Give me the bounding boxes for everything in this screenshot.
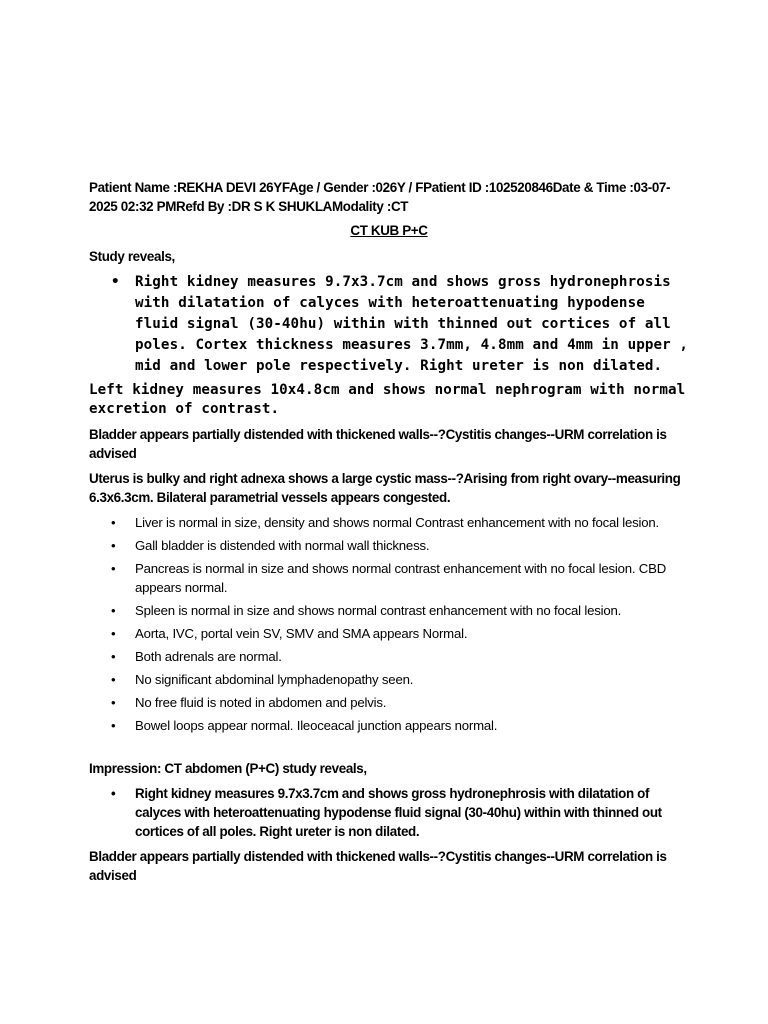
patient-header: Patient Name :REKHA DEVI 26YFAge / Gender :026Y / FPatient ID :102520846Date & Time :03-07-2025 02:32 PMRefd By :DR S K SHUKLAModality :CT: [89, 180, 671, 214]
list-item: [89, 559, 689, 597]
list-item: [89, 513, 689, 532]
finding-gall-bladder: Gall bladder is distended with normal wall thickness.: [135, 538, 430, 553]
bullet-icon: •: [111, 695, 116, 710]
finding-bladder: Bladder appears partially distended with thickened walls--?Cystitis changes--URM correlation is advised: [89, 427, 667, 461]
impression-right-kidney: Right kidney measures 9.7x3.7cm and shows gross hydronephrosis with dilatation of calyces with heteroattenuating hypodense fluid signal (30-40hu) within with thinned out cortices of all poles. Right ureter is non dilated.: [135, 786, 662, 839]
impression-heading: Impression: CT abdomen (P+C) study reveals,: [89, 761, 367, 776]
report-page: [89, 178, 689, 885]
finding-left-kidney: Left kidney measures 10x4.8cm and shows normal nephrogram with normal excretion of contrast.: [89, 382, 686, 417]
finding-vessels: Aorta, IVC, portal vein SV, SMV and SMA appears Normal.: [135, 626, 468, 641]
spacer: [89, 739, 689, 759]
impression-bladder: Bladder appears partially distended with thickened walls--?Cystitis changes--URM correlation is advised: [89, 849, 667, 883]
other-findings-list: [89, 513, 689, 735]
bullet-icon: •: [111, 538, 116, 553]
bullet-icon: •: [111, 274, 120, 290]
list-item: [89, 716, 689, 735]
finding-free-fluid: No free fluid is noted in abdomen and pelvis.: [135, 695, 387, 710]
list-item: [89, 693, 689, 712]
finding-spleen: Spleen is normal in size and shows normal contrast enhancement with no focal lesion.: [135, 603, 622, 618]
bullet-icon: •: [111, 718, 116, 733]
bullet-icon: •: [111, 515, 116, 530]
list-item: [89, 670, 689, 689]
list-item: [89, 536, 689, 555]
finding-liver: Liver is normal in size, density and shows normal Contrast enhancement with no focal lesion.: [135, 515, 660, 530]
list-item: [89, 784, 689, 841]
finding-uterus: Uterus is bulky and right adnexa shows a large cystic mass--?Arising from right ovary--measuring 6.3x6.3cm. Bilateral parametrial vessels appears congested.: [89, 471, 681, 505]
study-reveals-label: Study reveals,: [89, 249, 175, 264]
list-item: [89, 272, 689, 377]
impression-list: [89, 784, 689, 841]
bullet-icon: •: [111, 626, 116, 641]
bullet-icon: •: [111, 561, 116, 576]
report-title: CT KUB P+C: [350, 223, 428, 238]
finding-right-kidney: Right kidney measures 9.7x3.7cm and shows gross hydronephrosis with dilatation of calyces with heteroattenuating hypodense fluid signal (30-40hu) within with thinned out cortices of all poles. Cortex thickness measures 3.7mm, 4.8mm and 4mm in upper , mid and lower pole respectively. Right ureter is non dilated.: [135, 274, 689, 374]
finding-lymph-nodes: No significant abdominal lymphadenopathy seen.: [135, 672, 414, 687]
list-item: [89, 624, 689, 643]
finding-pancreas: Pancreas is normal in size and shows normal contrast enhancement with no focal lesion. CBD appears normal.: [135, 561, 667, 595]
list-item: [89, 647, 689, 666]
list-item: [89, 601, 689, 620]
finding-bowel: Bowel loops appear normal. Ileoceacal junction appears normal.: [135, 718, 498, 733]
bullet-icon: •: [111, 672, 116, 687]
bullet-icon: •: [111, 786, 116, 801]
finding-adrenals: Both adrenals are normal.: [135, 649, 282, 664]
bullet-icon: •: [111, 649, 116, 664]
bullet-icon: •: [111, 603, 116, 618]
main-findings-list: [89, 272, 689, 377]
